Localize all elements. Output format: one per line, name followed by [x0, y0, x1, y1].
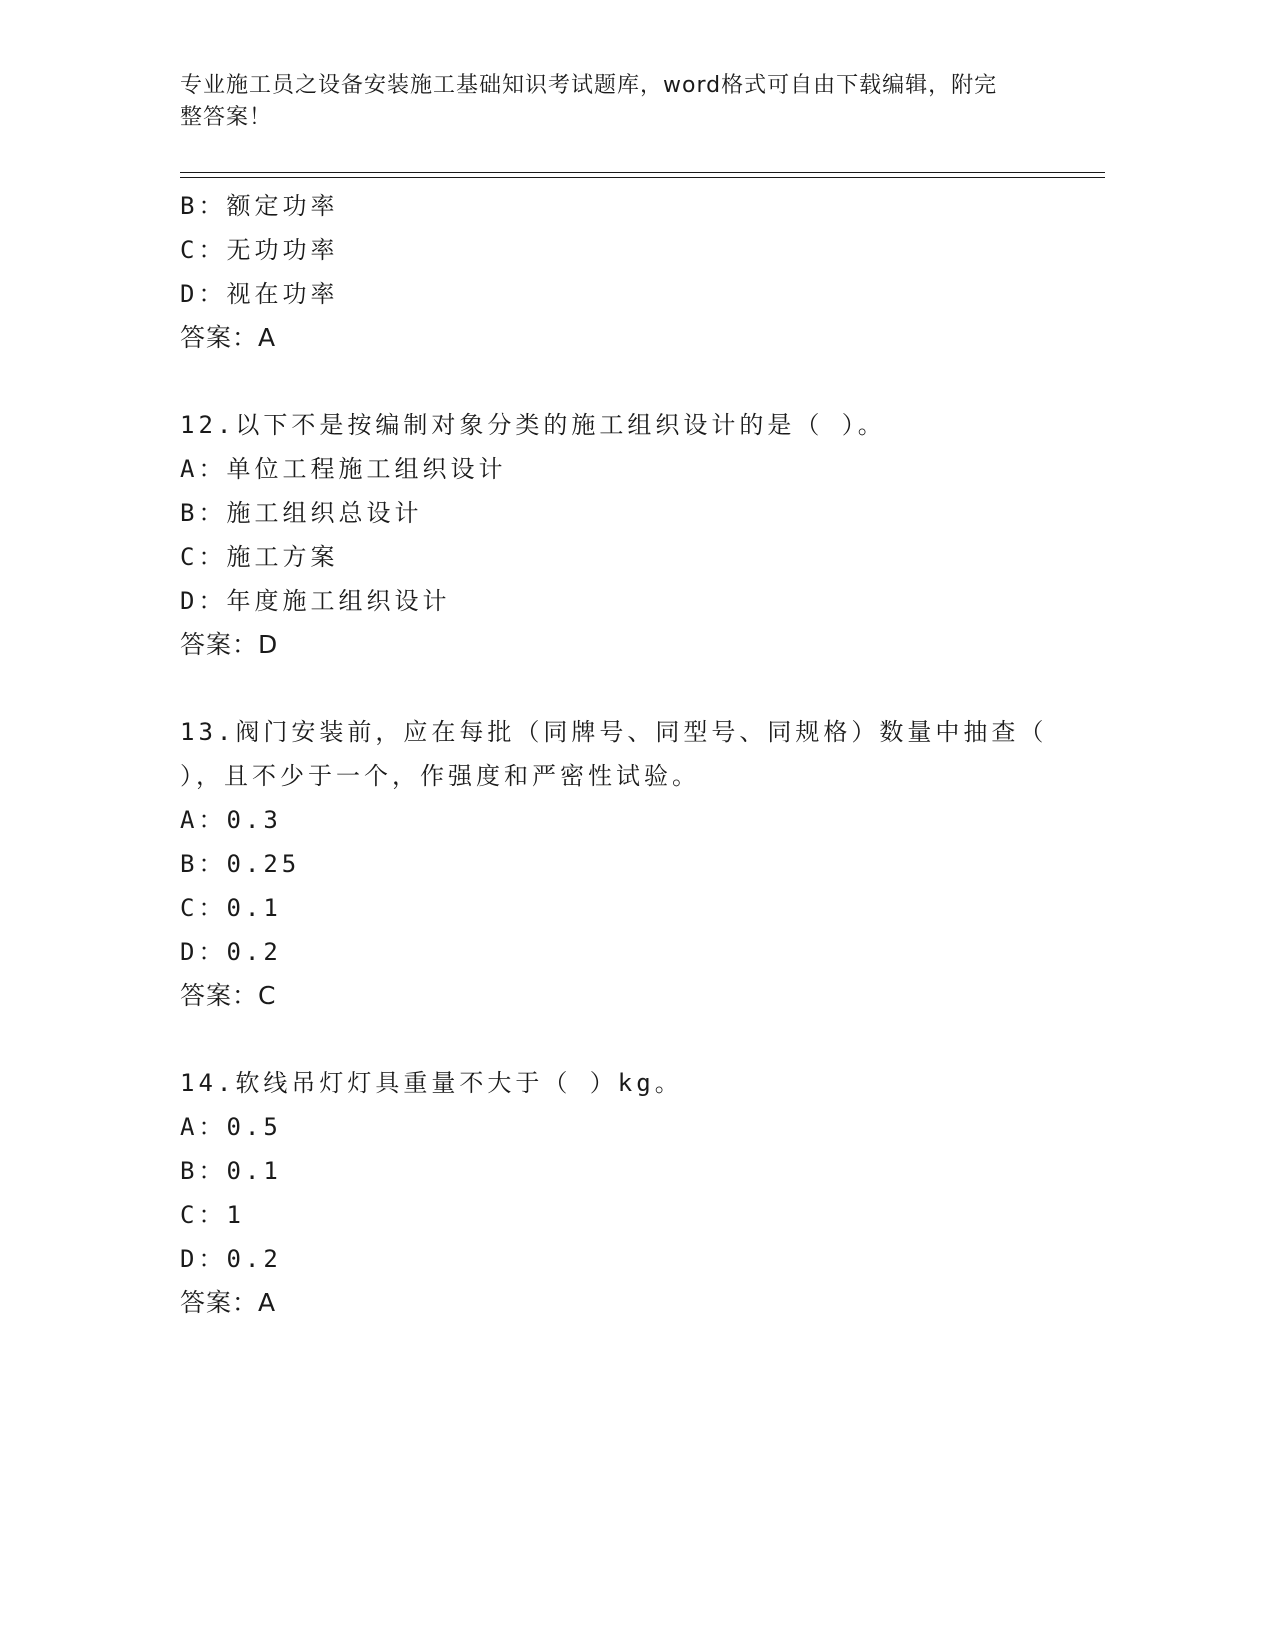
document-body [180, 184, 1080, 1325]
question-stem: 12.以下不是按编制对象分类的施工组织设计的是（ ）。 [180, 411, 886, 439]
option-a: A：0.5 [180, 1113, 282, 1141]
option-c: C：0.1 [180, 894, 282, 922]
option-a: A：0.3 [180, 806, 282, 834]
answer: 答案：D [180, 630, 279, 659]
option-d: D：0.2 [180, 1245, 282, 1273]
option-d: D：视在功率 [180, 280, 339, 308]
answer: 答案：A [180, 323, 277, 352]
question-14 [180, 1061, 1080, 1325]
answer: 答案：A [180, 1288, 277, 1317]
option-d: D：0.2 [180, 938, 282, 966]
option-a: A：单位工程施工组织设计 [180, 455, 507, 483]
option-c: C：1 [180, 1201, 245, 1229]
option-c: C：施工方案 [180, 543, 339, 571]
header-line-2: 整答案！ [180, 105, 273, 130]
question-stem-continued: ），且不少于一个，作强度和严密性试验。 [180, 762, 700, 790]
question-11-continuation [180, 184, 1080, 360]
option-b: B：0.25 [180, 850, 301, 878]
question-12 [180, 403, 1080, 667]
header-divider [180, 172, 1105, 178]
option-d: D：年度施工组织设计 [180, 587, 451, 615]
question-stem: 14.软线吊灯灯具重量不大于（ ）kg。 [180, 1069, 683, 1097]
option-c: C：无功功率 [180, 236, 339, 264]
answer: 答案：C [180, 981, 277, 1010]
question-13 [180, 710, 1080, 1018]
option-b: B：0.1 [180, 1157, 282, 1185]
page-header [180, 70, 1060, 134]
option-b: B：额定功率 [180, 192, 339, 220]
option-b: B：施工组织总设计 [180, 499, 423, 527]
question-stem: 13.阀门安装前，应在每批（同牌号、同型号、同规格）数量中抽查（ [180, 718, 1048, 746]
header-line-1: 专业施工员之设备安装施工基础知识考试题库，word格式可自由下载编辑，附完 [180, 73, 998, 98]
